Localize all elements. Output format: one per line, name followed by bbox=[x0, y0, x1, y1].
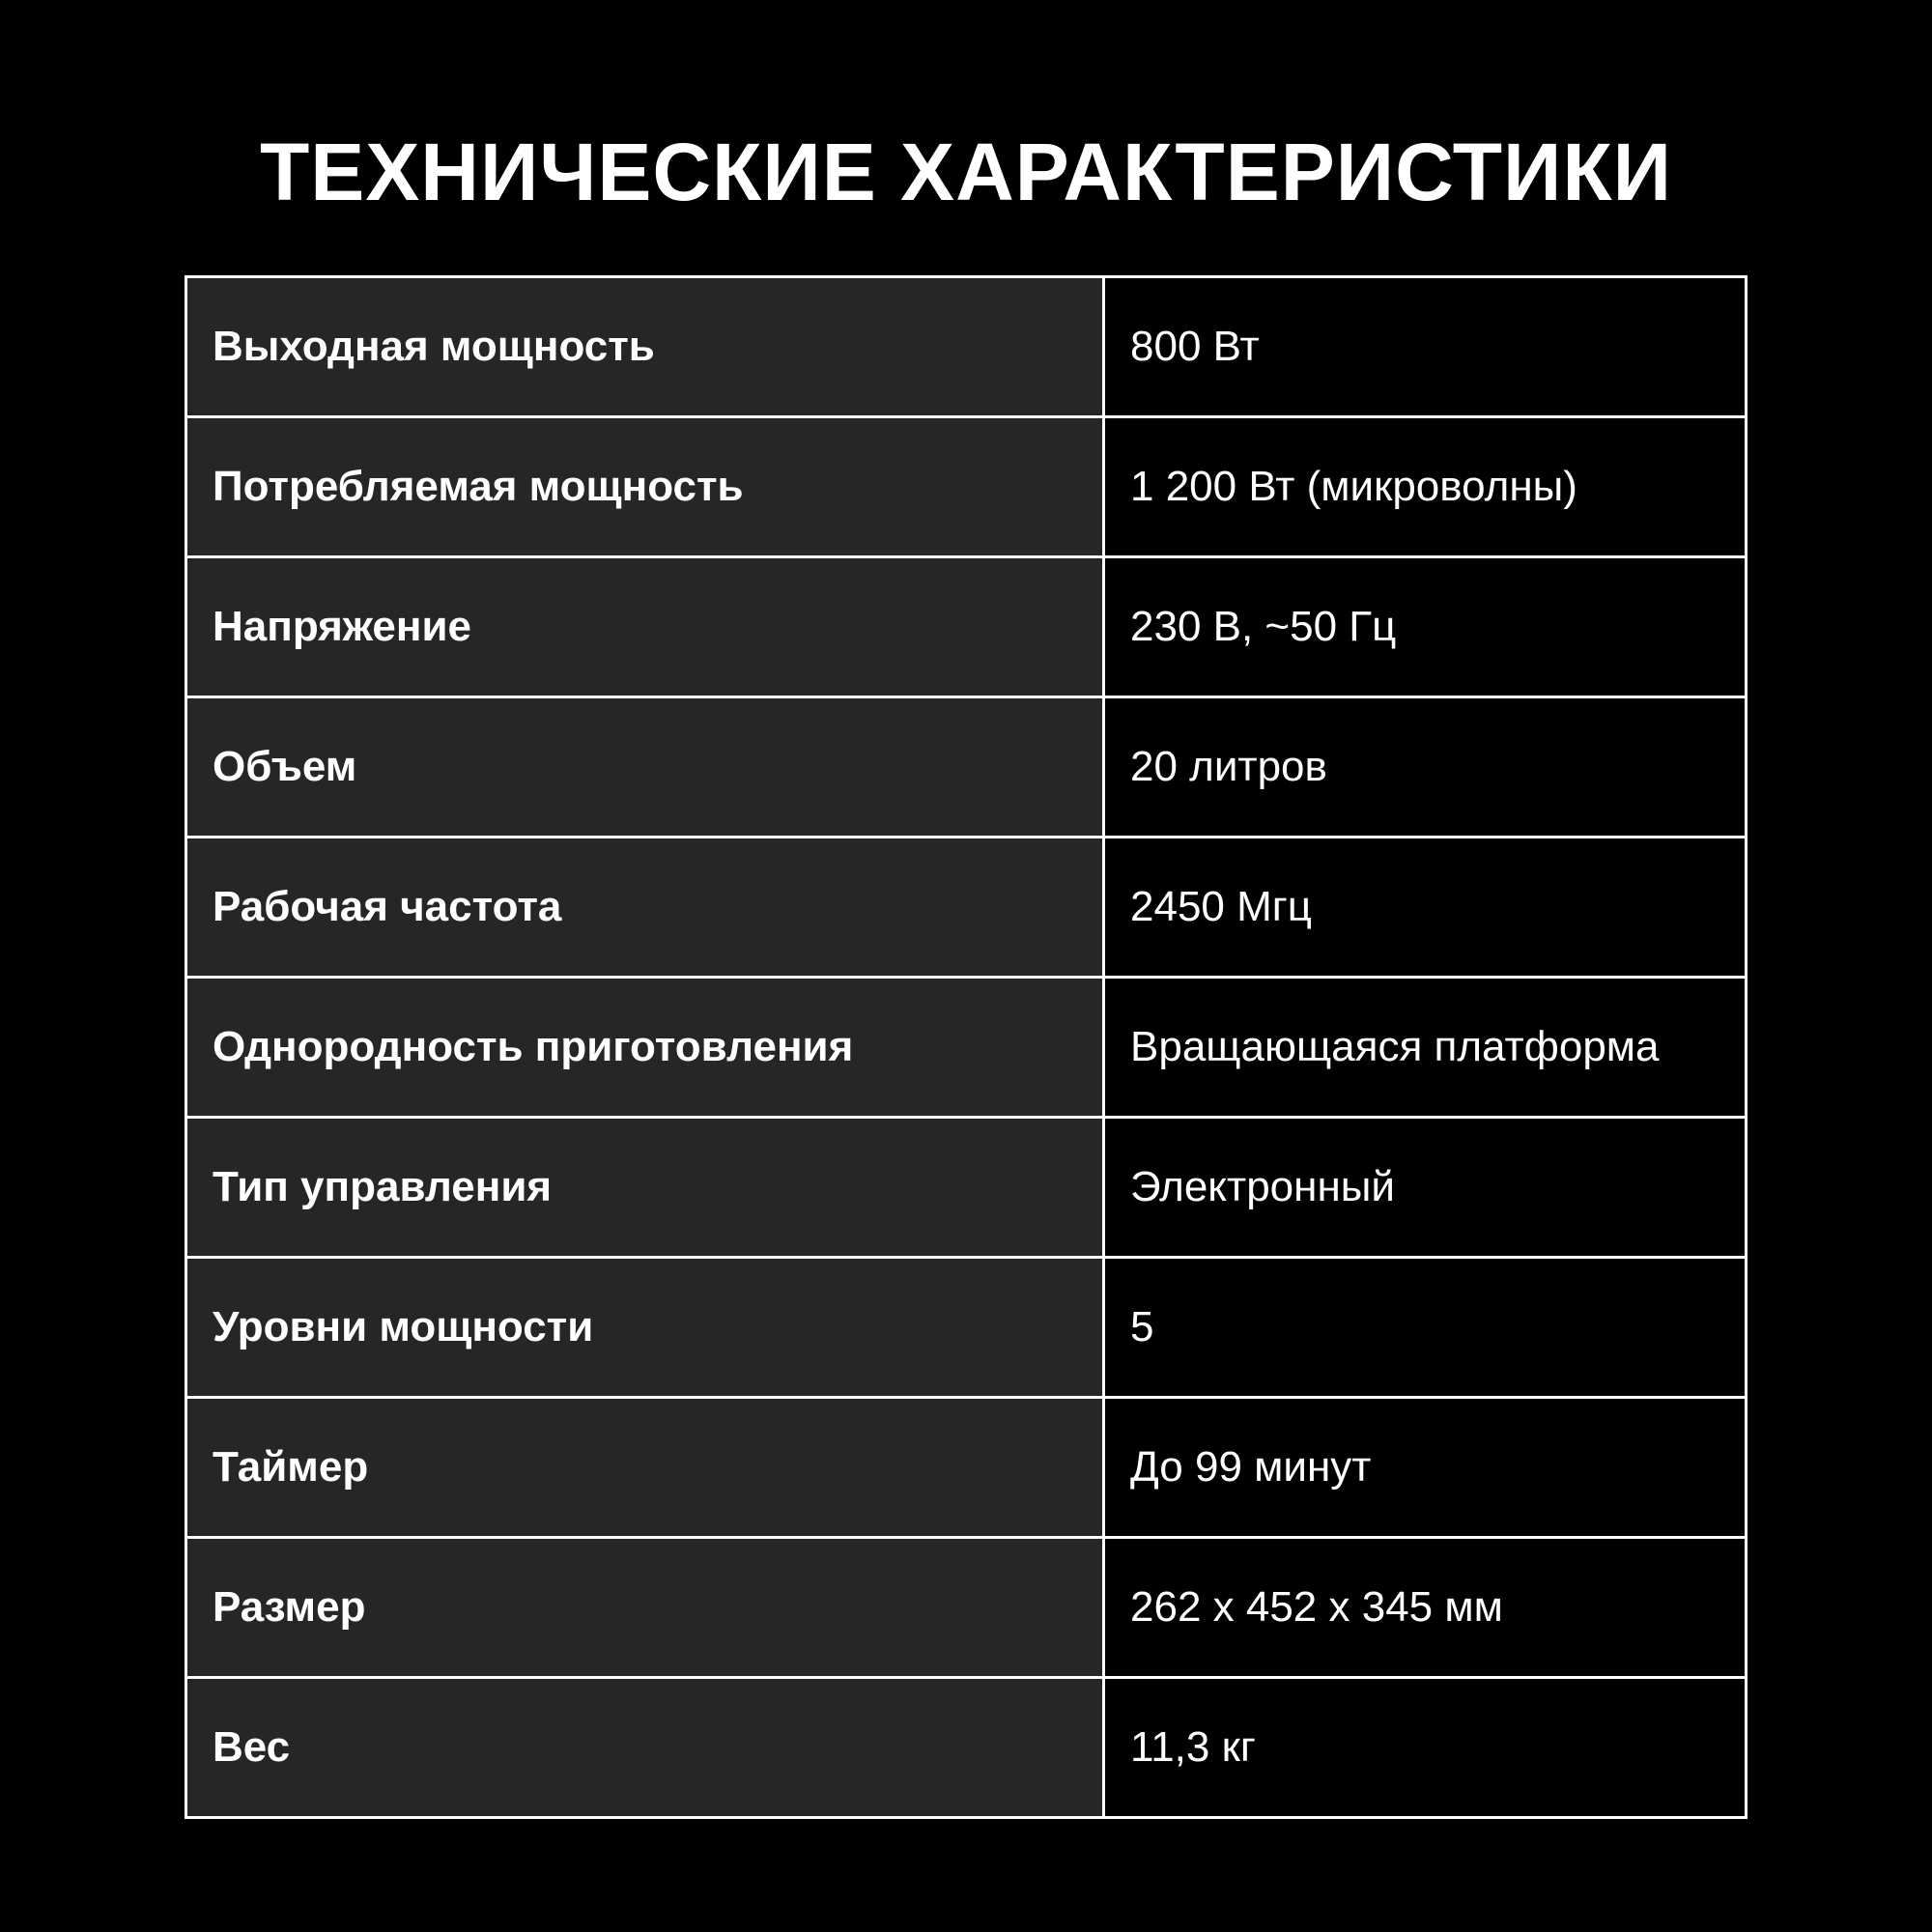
spec-value: 262 х 452 х 345 мм bbox=[1104, 1538, 1747, 1678]
spec-value: 11,3 кг bbox=[1104, 1678, 1747, 1818]
spec-label: Размер bbox=[186, 1538, 1104, 1678]
spec-value: 20 литров bbox=[1104, 697, 1747, 838]
table-row bbox=[186, 697, 1747, 838]
table-row bbox=[186, 1678, 1747, 1818]
spec-value: 5 bbox=[1104, 1258, 1747, 1398]
spec-value: До 99 минут bbox=[1104, 1398, 1747, 1538]
spec-value: 230 В, ~50 Гц bbox=[1104, 557, 1747, 697]
spec-label: Напряжение bbox=[186, 557, 1104, 697]
table-row bbox=[186, 1258, 1747, 1398]
table-row bbox=[186, 417, 1747, 557]
spec-label: Однородность приготовления bbox=[186, 978, 1104, 1118]
table-row bbox=[186, 277, 1747, 417]
spec-label: Вес bbox=[186, 1678, 1104, 1818]
table-row bbox=[186, 1538, 1747, 1678]
spec-label: Тип управления bbox=[186, 1118, 1104, 1258]
table-row bbox=[186, 838, 1747, 978]
table-row bbox=[186, 978, 1747, 1118]
table-row bbox=[186, 557, 1747, 697]
spec-label: Рабочая частота bbox=[186, 838, 1104, 978]
spec-label: Объем bbox=[186, 697, 1104, 838]
spec-table bbox=[185, 275, 1747, 1819]
spec-value: 1 200 Вт (микроволны) bbox=[1104, 417, 1747, 557]
spec-label: Уровни мощности bbox=[186, 1258, 1104, 1398]
spec-value: Электронный bbox=[1104, 1118, 1747, 1258]
spec-value: 2450 Мгц bbox=[1104, 838, 1747, 978]
table-row bbox=[186, 1398, 1747, 1538]
spec-value: 800 Вт bbox=[1104, 277, 1747, 417]
spec-value: Вращающаяся платформа bbox=[1104, 978, 1747, 1118]
spec-label: Выходная мощность bbox=[186, 277, 1104, 417]
page-title: ТЕХНИЧЕСКИЕ ХАРАКТЕРИСТИКИ bbox=[259, 127, 1673, 217]
spec-label: Таймер bbox=[186, 1398, 1104, 1538]
spec-label: Потребляемая мощность bbox=[186, 417, 1104, 557]
table-row bbox=[186, 1118, 1747, 1258]
